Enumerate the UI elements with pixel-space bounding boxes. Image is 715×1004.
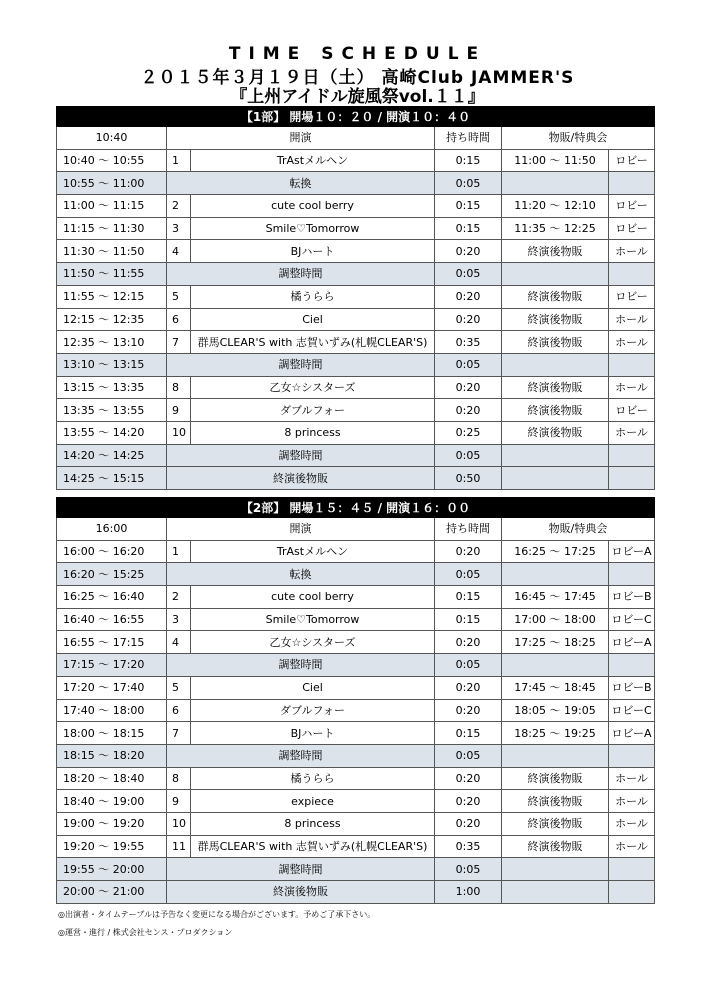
time-slot: 18:00 〜 18:15 xyxy=(57,722,167,745)
merch-time xyxy=(502,353,609,376)
act-number: 10 xyxy=(167,812,191,835)
table-row xyxy=(57,353,655,376)
duration: 0:20 xyxy=(435,399,502,422)
merch-time: 17:00 〜 18:00 xyxy=(502,608,609,631)
table-row xyxy=(57,676,655,699)
duration: 0:20 xyxy=(435,812,502,835)
time-slot: 18:20 〜 18:40 xyxy=(57,767,167,790)
time-slot: 14:20 〜 14:25 xyxy=(57,444,167,467)
act-number: 5 xyxy=(167,285,191,308)
table-row xyxy=(57,654,655,677)
act-number: 1 xyxy=(167,149,191,172)
duration: 0:15 xyxy=(435,217,502,240)
duration: 0:05 xyxy=(435,444,502,467)
act-name: 8 princess xyxy=(191,812,435,835)
time-slot: 18:40 〜 19:00 xyxy=(57,790,167,813)
merch-location xyxy=(609,172,655,195)
time-slot: 19:00 〜 19:20 xyxy=(57,812,167,835)
merch-time: 11:35 〜 12:25 xyxy=(502,217,609,240)
act-name: ダブルフォー xyxy=(191,399,435,422)
act-number: 10 xyxy=(167,421,191,444)
table-row xyxy=(57,399,655,422)
merch-location xyxy=(609,881,655,904)
duration: 0:20 xyxy=(435,767,502,790)
merch-time: 18:25 〜 19:25 xyxy=(502,722,609,745)
merch-location: ロビーB xyxy=(609,676,655,699)
table-row xyxy=(57,722,655,745)
act-name: Smile♡Tomorrow xyxy=(191,608,435,631)
act-name: Ciel xyxy=(191,676,435,699)
merch-time: 11:00 〜 11:50 xyxy=(502,149,609,172)
table-row xyxy=(57,263,655,286)
time-slot: 11:15 〜 11:30 xyxy=(57,217,167,240)
merch-time: 17:25 〜 18:25 xyxy=(502,631,609,654)
act-name: 橘うらら xyxy=(191,767,435,790)
duration: 0:15 xyxy=(435,586,502,609)
time-slot: 17:40 〜 18:00 xyxy=(57,699,167,722)
act-name: 群馬CLEAR'S with 志賀いずみ(札幌CLEAR'S) xyxy=(191,835,435,858)
table-row xyxy=(57,767,655,790)
act-name: 調整時間 xyxy=(167,263,435,286)
part-label: 【2部】 開場１５：４５ / 開演１６：００ xyxy=(57,498,655,518)
table-row xyxy=(57,217,655,240)
merch-location xyxy=(609,654,655,677)
merch-time: 終演後物販 xyxy=(502,376,609,399)
time-slot: 16:40 〜 16:55 xyxy=(57,608,167,631)
merch-location: ホール xyxy=(609,767,655,790)
time-slot: 12:15 〜 12:35 xyxy=(57,308,167,331)
duration: 0:05 xyxy=(435,353,502,376)
duration: 0:20 xyxy=(435,308,502,331)
merch-location: ホール xyxy=(609,835,655,858)
table-row xyxy=(57,444,655,467)
act-column-header: 開演 xyxy=(167,518,435,541)
merch-time xyxy=(502,654,609,677)
act-number: 7 xyxy=(167,722,191,745)
merch-time: 終演後物販 xyxy=(502,399,609,422)
table-row xyxy=(57,812,655,835)
merch-time: 16:45 〜 17:45 xyxy=(502,586,609,609)
merch-location: ロビー xyxy=(609,217,655,240)
merch-time xyxy=(502,444,609,467)
merch-time: 終演後物販 xyxy=(502,421,609,444)
time-slot: 10:55 〜 11:00 xyxy=(57,172,167,195)
act-name: cute cool berry xyxy=(191,195,435,218)
table-row xyxy=(57,744,655,767)
act-name: 調整時間 xyxy=(167,654,435,677)
merch-location: ロビーA xyxy=(609,631,655,654)
act-name: ダブルフォー xyxy=(191,699,435,722)
merch-location: ロビーB xyxy=(609,586,655,609)
duration: 0:05 xyxy=(435,263,502,286)
table-row xyxy=(57,540,655,563)
duration: 0:20 xyxy=(435,631,502,654)
act-name: 転換 xyxy=(167,172,435,195)
act-number: 4 xyxy=(167,240,191,263)
merch-location xyxy=(609,858,655,881)
merch-time xyxy=(502,744,609,767)
act-number: 3 xyxy=(167,608,191,631)
merch-location: ロビーC xyxy=(609,608,655,631)
act-name: 終演後物販 xyxy=(167,467,435,490)
duration: 0:05 xyxy=(435,563,502,586)
merch-location xyxy=(609,444,655,467)
time-slot: 12:35 〜 13:10 xyxy=(57,331,167,354)
act-name: 調整時間 xyxy=(167,353,435,376)
merch-time xyxy=(502,263,609,286)
merch-column-header: 物販/特典会 xyxy=(502,518,655,541)
time-slot: 16:20 〜 15:25 xyxy=(57,563,167,586)
act-number: 1 xyxy=(167,540,191,563)
merch-location: ロビー xyxy=(609,149,655,172)
organizer-credit: ◎運営・進行 / 株式会社センス・プロダクション xyxy=(58,928,233,937)
merch-time: 終演後物販 xyxy=(502,331,609,354)
table-row xyxy=(57,586,655,609)
act-number: 11 xyxy=(167,835,191,858)
merch-time: 11:20 〜 12:10 xyxy=(502,195,609,218)
act-number: 3 xyxy=(167,217,191,240)
table-row xyxy=(57,835,655,858)
merch-location: ロビーA xyxy=(609,540,655,563)
act-name: 調整時間 xyxy=(167,858,435,881)
time-slot: 16:00 〜 16:20 xyxy=(57,540,167,563)
time-slot: 16:55 〜 17:15 xyxy=(57,631,167,654)
time-slot: 13:35 〜 13:55 xyxy=(57,399,167,422)
merch-location: ロビー xyxy=(609,285,655,308)
merch-time xyxy=(502,467,609,490)
duration: 0:50 xyxy=(435,467,502,490)
act-name: TrAstメルヘン xyxy=(191,540,435,563)
time-slot: 11:00 〜 11:15 xyxy=(57,195,167,218)
merch-time: 終演後物販 xyxy=(502,835,609,858)
time-slot: 11:30 〜 11:50 xyxy=(57,240,167,263)
duration: 0:05 xyxy=(435,172,502,195)
merch-location: ホール xyxy=(609,790,655,813)
time-slot: 13:55 〜 14:20 xyxy=(57,421,167,444)
duration: 0:20 xyxy=(435,699,502,722)
table-row xyxy=(57,881,655,904)
change-notice: ◎出演者・タイムテーブルは予告なく変更になる場合がございます。予めご了承下さい。 xyxy=(58,910,376,919)
time-slot: 20:00 〜 21:00 xyxy=(57,881,167,904)
duration: 1:00 xyxy=(435,881,502,904)
time-slot: 13:15 〜 13:35 xyxy=(57,376,167,399)
part-label: 【1部】 開場１０：２０ / 開演１０：４０ xyxy=(57,107,655,127)
time-slot: 19:55 〜 20:00 xyxy=(57,858,167,881)
merch-time xyxy=(502,858,609,881)
time-slot: 18:15 〜 18:20 xyxy=(57,744,167,767)
time-slot: 17:15 〜 17:20 xyxy=(57,654,167,677)
merch-location: ホール xyxy=(609,376,655,399)
act-column-header: 開演 xyxy=(167,127,435,150)
duration-column-header: 持ち時間 xyxy=(435,518,502,541)
table-row xyxy=(57,421,655,444)
merch-time: 終演後物販 xyxy=(502,240,609,263)
merch-time xyxy=(502,563,609,586)
table-row xyxy=(57,858,655,881)
merch-column-header: 物販/特典会 xyxy=(502,127,655,150)
time-slot: 11:50 〜 11:55 xyxy=(57,263,167,286)
merch-location xyxy=(609,467,655,490)
act-name: 転換 xyxy=(167,563,435,586)
merch-time: 17:45 〜 18:45 xyxy=(502,676,609,699)
act-name: 8 princess xyxy=(191,421,435,444)
table-row xyxy=(57,308,655,331)
act-name: 調整時間 xyxy=(167,444,435,467)
duration: 0:15 xyxy=(435,722,502,745)
event-name: 『上州アイドル旋風祭vol.１１』 xyxy=(230,87,485,107)
act-name: 乙女☆シスターズ xyxy=(191,376,435,399)
time-slot: 13:10 〜 13:15 xyxy=(57,353,167,376)
event-date-venue: ２０１５年３月１９日（土） 高崎Club JAMMER'S xyxy=(140,68,575,88)
merch-time: 18:05 〜 19:05 xyxy=(502,699,609,722)
act-name: 橘うらら xyxy=(191,285,435,308)
table-row xyxy=(57,172,655,195)
time-slot: 11:55 〜 12:15 xyxy=(57,285,167,308)
merch-location: ホール xyxy=(609,812,655,835)
act-name: 調整時間 xyxy=(167,744,435,767)
merch-location: ロビー xyxy=(609,399,655,422)
merch-time: 終演後物販 xyxy=(502,790,609,813)
table-row xyxy=(57,699,655,722)
part1-schedule-table xyxy=(56,106,655,490)
table-row xyxy=(57,467,655,490)
duration: 0:05 xyxy=(435,858,502,881)
act-name: 群馬CLEAR'S with 志賀いずみ(札幌CLEAR'S) xyxy=(191,331,435,354)
act-name: BJハート xyxy=(191,722,435,745)
act-number: 4 xyxy=(167,631,191,654)
act-name: 終演後物販 xyxy=(167,881,435,904)
table-row xyxy=(57,563,655,586)
act-number: 9 xyxy=(167,399,191,422)
merch-time: 終演後物販 xyxy=(502,812,609,835)
merch-location: ロビーC xyxy=(609,699,655,722)
merch-location: ホール xyxy=(609,240,655,263)
column-header-row xyxy=(57,127,655,150)
table-row xyxy=(57,331,655,354)
time-slot: 16:25 〜 16:40 xyxy=(57,586,167,609)
act-number: 9 xyxy=(167,790,191,813)
act-number: 7 xyxy=(167,331,191,354)
duration: 0:20 xyxy=(435,676,502,699)
table-row xyxy=(57,285,655,308)
merch-time: 終演後物販 xyxy=(502,767,609,790)
duration: 0:20 xyxy=(435,285,502,308)
merch-location xyxy=(609,353,655,376)
act-number: 8 xyxy=(167,376,191,399)
duration: 0:20 xyxy=(435,376,502,399)
act-number: 6 xyxy=(167,699,191,722)
table-row xyxy=(57,149,655,172)
duration: 0:20 xyxy=(435,540,502,563)
table-row xyxy=(57,195,655,218)
act-name: cute cool berry xyxy=(191,586,435,609)
part-header-bar xyxy=(57,498,655,518)
act-name: Smile♡Tomorrow xyxy=(191,217,435,240)
act-number: 5 xyxy=(167,676,191,699)
duration: 0:25 xyxy=(435,421,502,444)
duration-column-header: 持ち時間 xyxy=(435,127,502,150)
time-slot: 10:40 〜 10:55 xyxy=(57,149,167,172)
act-number: 2 xyxy=(167,195,191,218)
merch-location: ロビー xyxy=(609,195,655,218)
duration: 0:35 xyxy=(435,331,502,354)
merch-location: ホール xyxy=(609,331,655,354)
act-number: 2 xyxy=(167,586,191,609)
merch-time: 終演後物販 xyxy=(502,308,609,331)
table-row xyxy=(57,608,655,631)
duration: 0:15 xyxy=(435,149,502,172)
duration: 0:05 xyxy=(435,744,502,767)
merch-location: ホール xyxy=(609,421,655,444)
duration: 0:20 xyxy=(435,790,502,813)
merch-time xyxy=(502,881,609,904)
act-name: Ciel xyxy=(191,308,435,331)
start-time-header: 10:40 xyxy=(57,127,167,150)
part-header-bar xyxy=(57,107,655,127)
table-row xyxy=(57,240,655,263)
duration: 0:15 xyxy=(435,608,502,631)
act-name: BJハート xyxy=(191,240,435,263)
start-time-header: 16:00 xyxy=(57,518,167,541)
merch-location xyxy=(609,263,655,286)
merch-time xyxy=(502,172,609,195)
act-name: 乙女☆シスターズ xyxy=(191,631,435,654)
act-number: 8 xyxy=(167,767,191,790)
merch-time: 16:25 〜 17:25 xyxy=(502,540,609,563)
act-number: 6 xyxy=(167,308,191,331)
duration: 0:35 xyxy=(435,835,502,858)
merch-time: 終演後物販 xyxy=(502,285,609,308)
time-slot: 14:25 〜 15:15 xyxy=(57,467,167,490)
table-row xyxy=(57,376,655,399)
merch-location xyxy=(609,563,655,586)
part2-schedule-table xyxy=(56,497,655,904)
schedule-title: TIME SCHEDULE xyxy=(228,44,487,64)
merch-location: ホール xyxy=(609,308,655,331)
duration: 0:20 xyxy=(435,240,502,263)
time-slot: 19:20 〜 19:55 xyxy=(57,835,167,858)
merch-location xyxy=(609,744,655,767)
merch-location: ロビーA xyxy=(609,722,655,745)
time-slot: 17:20 〜 17:40 xyxy=(57,676,167,699)
act-name: TrAstメルヘン xyxy=(191,149,435,172)
duration: 0:05 xyxy=(435,654,502,677)
table-row xyxy=(57,790,655,813)
table-row xyxy=(57,631,655,654)
column-header-row xyxy=(57,518,655,541)
duration: 0:15 xyxy=(435,195,502,218)
act-name: expiece xyxy=(191,790,435,813)
